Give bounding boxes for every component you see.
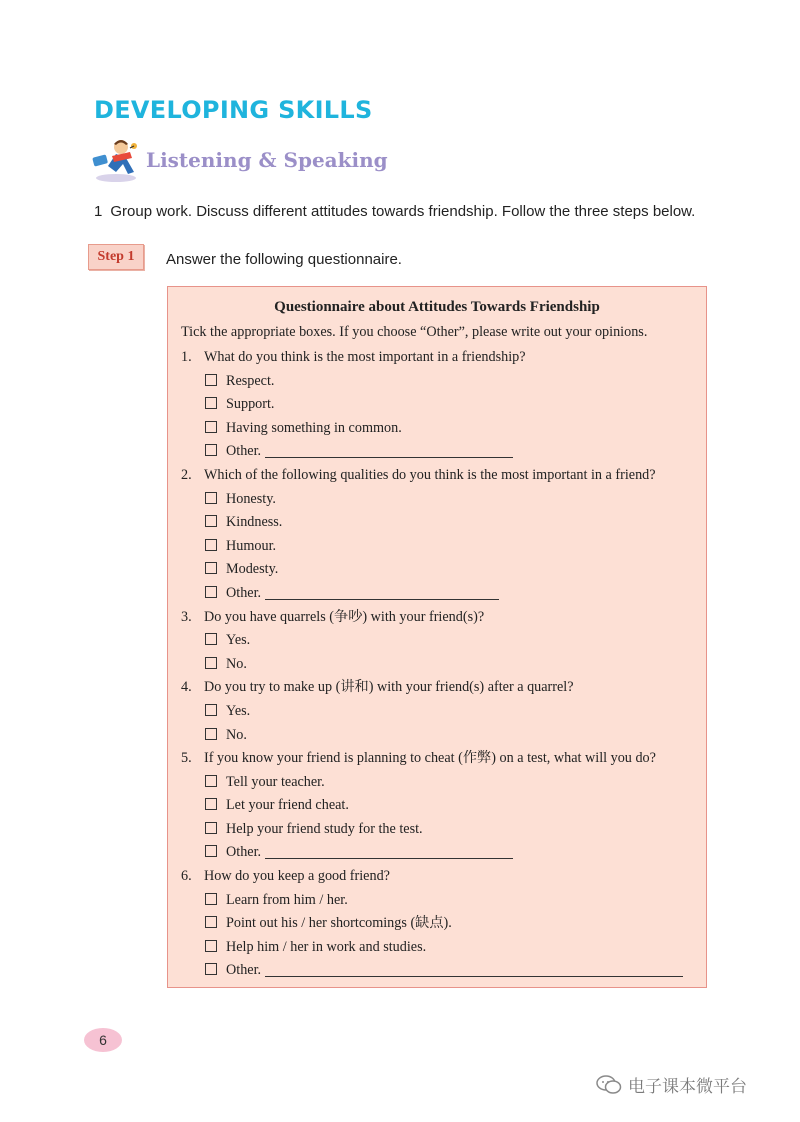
question-2 <box>181 464 698 488</box>
checkbox[interactable] <box>205 374 217 386</box>
task-number: 1 <box>94 203 103 220</box>
checkbox[interactable] <box>205 916 217 928</box>
checkbox[interactable] <box>205 633 217 645</box>
checkbox[interactable] <box>205 728 217 740</box>
question-number: 5. <box>181 750 192 767</box>
option-row <box>181 511 698 535</box>
page-number-text: 6 <box>99 1032 107 1048</box>
checkbox[interactable] <box>205 798 217 810</box>
chat-bubble-icon <box>596 1074 622 1096</box>
checkbox[interactable] <box>205 562 217 574</box>
question-4 <box>181 676 698 700</box>
task-text: Group work. Discuss different attitudes towards friendship. Follow the three steps below. <box>110 203 696 220</box>
other-answer-line[interactable] <box>265 585 499 600</box>
option-label: Help your friend study for the test. <box>226 820 423 837</box>
option-label: Other. <box>226 962 262 979</box>
checkbox[interactable] <box>205 704 217 716</box>
subsection-title: Listening & Speaking <box>146 148 388 172</box>
option-label: Support. <box>226 396 275 413</box>
question-5 <box>181 747 698 771</box>
option-row <box>181 629 698 653</box>
checkbox[interactable] <box>205 940 217 952</box>
task-instruction <box>94 203 695 220</box>
option-label: Respect. <box>226 372 275 389</box>
checkbox[interactable] <box>205 893 217 905</box>
option-label: Yes. <box>226 632 251 649</box>
option-label: Help him / her in work and studies. <box>226 938 427 955</box>
option-label: Having something in common. <box>226 419 402 436</box>
option-row <box>181 417 698 441</box>
watermark-text: 电子课本微平台 <box>628 1077 747 1097</box>
option-row <box>181 771 698 795</box>
option-row <box>181 724 698 748</box>
option-label: Other. <box>226 443 262 460</box>
option-row <box>181 841 698 865</box>
option-row <box>181 912 698 936</box>
other-answer-line[interactable] <box>265 844 513 859</box>
option-row <box>181 700 698 724</box>
checkbox[interactable] <box>205 444 217 456</box>
checkbox[interactable] <box>205 822 217 834</box>
question-text: Do you try to make up (讲和) with your friend(s) after a quarrel? <box>204 679 574 696</box>
checkbox[interactable] <box>205 421 217 433</box>
option-row <box>181 440 698 464</box>
section-title: DEVELOPING SKILLS <box>94 96 373 124</box>
question-text: What do you think is the most important in a friendship? <box>204 349 526 365</box>
checkbox[interactable] <box>205 515 217 527</box>
checkbox[interactable] <box>205 775 217 787</box>
question-number: 4. <box>181 679 192 696</box>
question-text: How do you keep a good friend? <box>204 868 390 885</box>
option-label: Learn from him / her. <box>226 891 348 908</box>
questionnaire-box <box>167 286 707 988</box>
question-text: Which of the following qualities do you think is the most important in a friend? <box>204 466 656 483</box>
option-row <box>181 794 698 818</box>
questionnaire-intro: Tick the appropriate boxes. If you choose “Other”, please write out your opinions. <box>181 324 648 340</box>
checkbox[interactable] <box>205 492 217 504</box>
other-answer-line[interactable] <box>265 443 513 458</box>
option-row <box>181 653 698 677</box>
option-label: No. <box>226 726 247 743</box>
question-number: 2. <box>181 466 192 483</box>
option-label: Tell your teacher. <box>226 773 325 790</box>
checkbox[interactable] <box>205 657 217 669</box>
option-label: Point out his / her shortcomings (缺点). <box>226 915 452 932</box>
option-label: Other. <box>226 844 262 861</box>
option-label: Other. <box>226 584 262 601</box>
option-row <box>181 959 698 983</box>
question-number: 6. <box>181 868 192 885</box>
other-answer-line[interactable] <box>265 962 683 977</box>
option-label: Kindness. <box>226 514 283 531</box>
page-number <box>84 1028 122 1052</box>
checkbox[interactable] <box>205 397 217 409</box>
option-row <box>181 818 698 842</box>
watermark <box>596 1072 747 1097</box>
step-text: Answer the following questionnaire. <box>166 251 402 268</box>
option-row <box>181 393 698 417</box>
question-1 <box>181 346 698 370</box>
option-label: Humour. <box>226 537 277 554</box>
step-badge: Step 1 <box>88 244 144 270</box>
question-3 <box>181 606 698 630</box>
option-label: No. <box>226 655 247 672</box>
option-row <box>181 558 698 582</box>
question-number: 1. <box>181 349 192 365</box>
checkbox[interactable] <box>205 586 217 598</box>
question-list <box>181 346 698 983</box>
option-row <box>181 370 698 394</box>
question-text: If you know your friend is planning to cheat (作弊) on a test, what will you do? <box>204 750 656 767</box>
option-label: Honesty. <box>226 490 276 507</box>
option-row <box>181 889 698 913</box>
option-row <box>181 535 698 559</box>
listening-speaking-icon <box>90 136 142 184</box>
question-6 <box>181 865 698 889</box>
question-text: Do you have quarrels (争吵) with your friend(s)? <box>204 608 485 625</box>
option-label: Modesty. <box>226 561 279 578</box>
option-row <box>181 936 698 960</box>
questionnaire-title: Questionnaire about Attitudes Towards Friendship <box>274 299 600 315</box>
checkbox[interactable] <box>205 963 217 975</box>
option-label: Yes. <box>226 702 251 719</box>
option-label: Let your friend cheat. <box>226 797 349 814</box>
option-row <box>181 582 698 606</box>
option-row <box>181 488 698 512</box>
checkbox[interactable] <box>205 539 217 551</box>
checkbox[interactable] <box>205 845 217 857</box>
question-number: 3. <box>181 608 192 625</box>
